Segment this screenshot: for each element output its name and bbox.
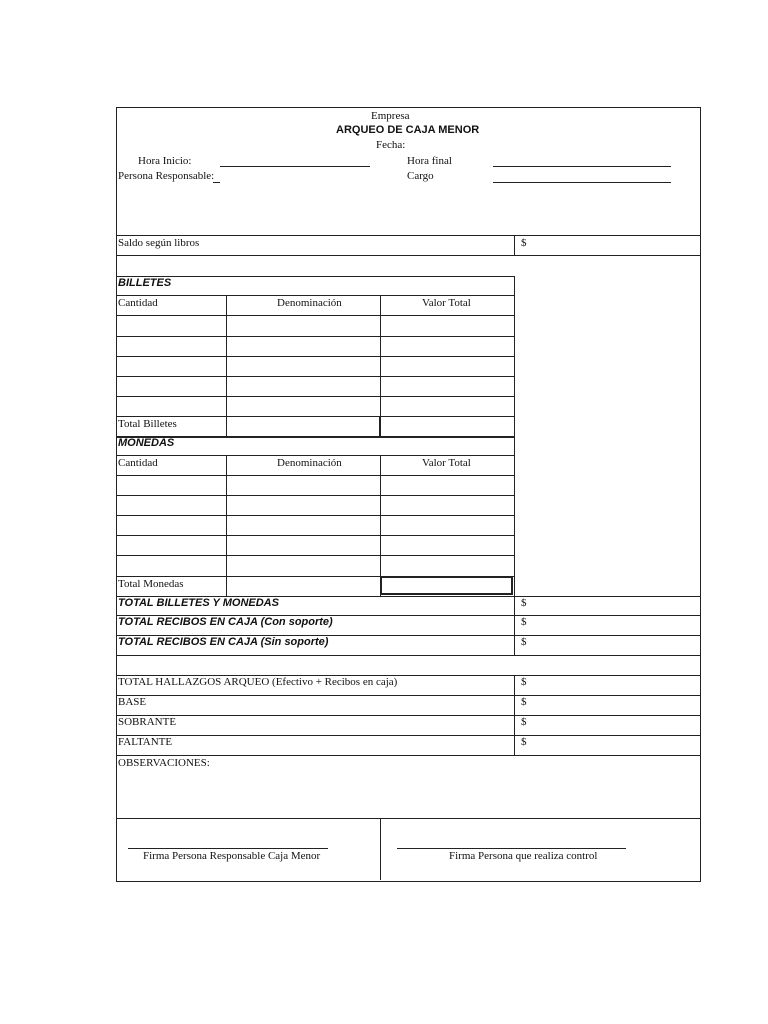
divider xyxy=(380,818,381,880)
coins-row-5[interactable] xyxy=(117,556,515,577)
total-bills-coins-label: TOTAL BILLETES Y MONEDAS xyxy=(118,597,279,609)
observations-field[interactable] xyxy=(117,772,700,818)
receipts-with-support-field[interactable] xyxy=(528,616,698,636)
observations-label: OBSERVACIONES: xyxy=(118,757,210,769)
date-label: Fecha: xyxy=(376,139,406,151)
divider xyxy=(116,818,700,819)
bills-col-total: Valor Total xyxy=(422,297,471,309)
position-label: Cargo xyxy=(407,170,434,182)
receipts-without-support-field[interactable] xyxy=(528,636,698,656)
form-title: ARQUEO DE CAJA MENOR xyxy=(336,124,480,136)
left-signature-label: Firma Persona Responsable Caja Menor xyxy=(143,850,321,862)
left-signature-field[interactable] xyxy=(128,826,330,850)
coins-total-label: Total Monedas xyxy=(118,578,184,590)
coins-col-quantity: Cantidad xyxy=(118,457,158,469)
bills-row-3[interactable] xyxy=(117,357,515,377)
book-balance-currency: $ xyxy=(521,237,527,249)
shortage-currency: $ xyxy=(521,736,527,748)
end-time-label: Hora final xyxy=(407,155,452,167)
receipts-with-support-currency: $ xyxy=(521,616,527,628)
book-balance-label: Saldo según libros xyxy=(118,237,200,249)
coins-row-3[interactable] xyxy=(117,516,515,536)
bills-title: BILLETES xyxy=(118,277,172,289)
bills-row-4[interactable] xyxy=(117,377,515,397)
bills-row-1[interactable] xyxy=(117,316,515,337)
findings-total-field[interactable] xyxy=(528,676,698,696)
responsible-label: Persona Responsable: xyxy=(118,170,215,182)
coins-total-field[interactable] xyxy=(383,579,513,596)
base-label: BASE xyxy=(118,696,147,708)
coins-row-4[interactable] xyxy=(117,536,515,556)
responsible-field[interactable] xyxy=(213,168,375,184)
right-signature-field[interactable] xyxy=(397,826,628,850)
divider xyxy=(116,276,514,277)
base-currency: $ xyxy=(521,696,527,708)
divider xyxy=(514,235,515,255)
start-time-label: Hora Inicio: xyxy=(138,155,192,167)
divider xyxy=(514,675,515,755)
divider xyxy=(116,455,514,456)
total-bills-coins-currency: $ xyxy=(521,597,527,609)
bills-total-label: Total Billetes xyxy=(118,418,177,430)
company-name: Empresa xyxy=(371,110,410,122)
receipts-with-support-label: TOTAL RECIBOS EN CAJA (Con soporte) xyxy=(118,616,333,628)
bills-row-5[interactable] xyxy=(117,397,515,417)
coins-row-1[interactable] xyxy=(117,476,515,496)
start-time-field[interactable] xyxy=(220,152,372,168)
base-field[interactable] xyxy=(528,696,698,716)
coins-title: MONEDAS xyxy=(118,437,175,449)
coins-col-denomination: Denominación xyxy=(277,457,342,469)
coins-col-total: Valor Total xyxy=(422,457,471,469)
shortage-field[interactable] xyxy=(528,736,698,756)
shortage-label: FALTANTE xyxy=(118,736,173,748)
divider xyxy=(514,596,515,655)
surplus-label: SOBRANTE xyxy=(118,716,177,728)
total-bills-coins-field[interactable] xyxy=(528,597,698,616)
divider xyxy=(379,416,381,437)
receipts-without-support-label: TOTAL RECIBOS EN CAJA (Sin soporte) xyxy=(118,636,329,648)
right-signature-label: Firma Persona que realiza control xyxy=(449,850,598,862)
bills-col-quantity: Cantidad xyxy=(118,297,158,309)
findings-total-currency: $ xyxy=(521,676,527,688)
bills-col-denomination: Denominación xyxy=(277,297,342,309)
position-field[interactable] xyxy=(493,168,673,184)
bills-row-2[interactable] xyxy=(117,337,515,357)
findings-total-label: TOTAL HALLAZGOS ARQUEO (Efectivo + Recibos en caja) xyxy=(118,676,398,688)
surplus-currency: $ xyxy=(521,716,527,728)
coins-row-2[interactable] xyxy=(117,496,515,516)
book-balance-field[interactable] xyxy=(528,236,698,256)
divider xyxy=(116,295,514,296)
end-time-field[interactable] xyxy=(493,152,673,168)
receipts-without-support-currency: $ xyxy=(521,636,527,648)
bills-total-field[interactable] xyxy=(382,417,515,437)
surplus-field[interactable] xyxy=(528,716,698,736)
